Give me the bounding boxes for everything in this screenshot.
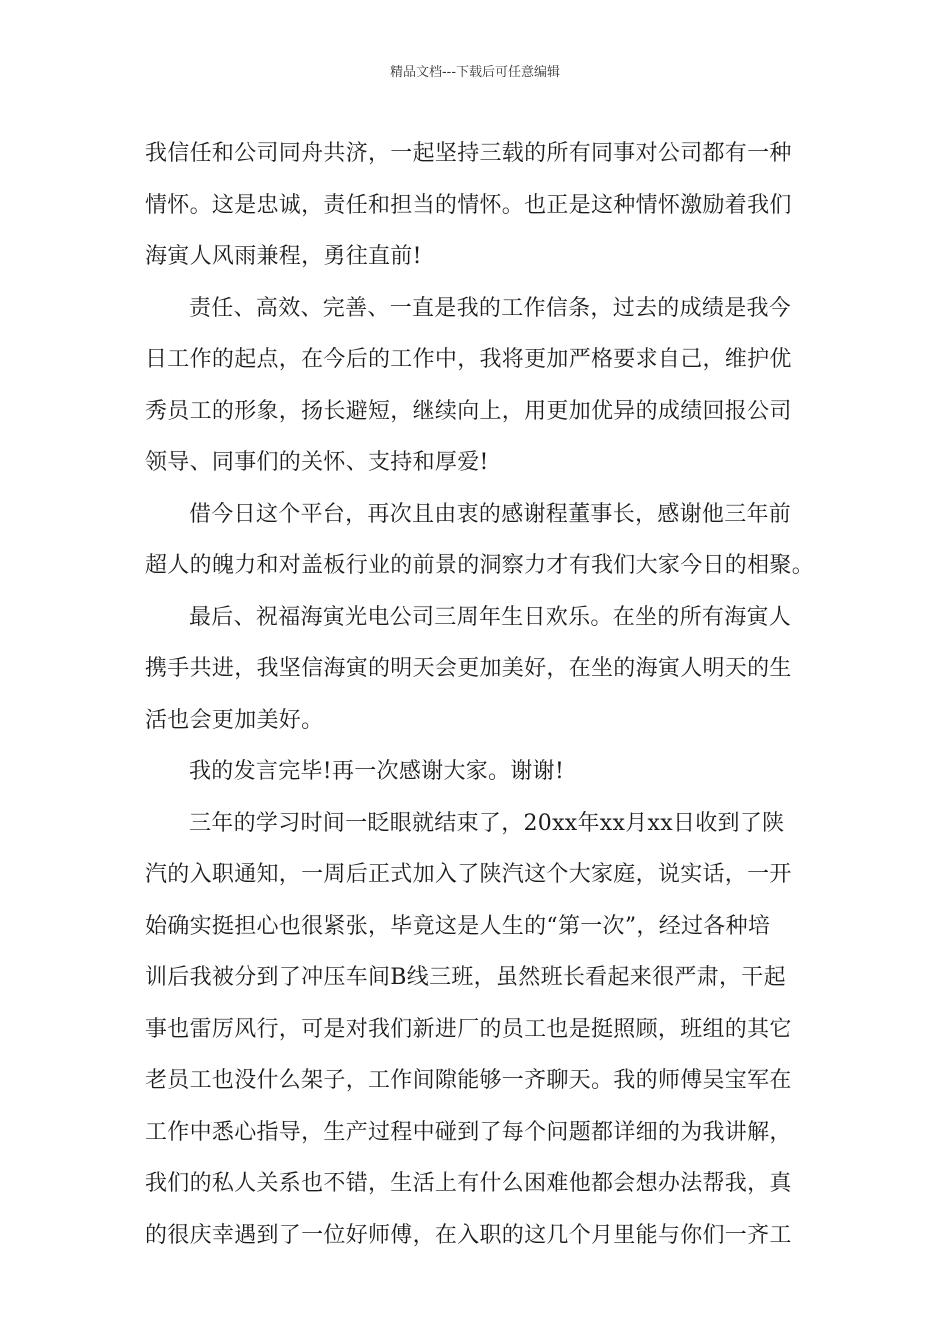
text-line: 超人的魄力和对盖板行业的前景的洞察力才有我们大家今日的相聚。	[145, 553, 815, 578]
text-line: 情怀。这是忠诚，责任和担当的情怀。也正是这种情怀激励着我们	[145, 192, 792, 218]
text-line: 三年的学习时间一眨眼就结束了，20xx年xx月xx日收到了陕	[189, 810, 785, 836]
text-line: 最后、祝福海寅光电公司三周年生日欢乐。在坐的所有海寅人	[189, 604, 792, 630]
page-header: 精品文档---下载后可任意编辑	[389, 65, 561, 80]
document-body	[145, 128, 815, 1261]
text-line: 秀员工的形象，扬长避短，继续向上，用更加优异的成绩回报公司	[145, 398, 792, 424]
text-line: 领导、同事们的关怀、支持和厚爱!	[145, 450, 489, 475]
text-line: 工作中悉心指导，生产过程中碰到了每个问题都详细的为我讲解，	[145, 1119, 792, 1145]
text-line: 海寅人风雨兼程，勇往直前!	[145, 244, 422, 269]
text-line: 汽的入职通知，一周后正式加入了陕汽这个大家庭，说实话，一开	[145, 862, 792, 887]
text-line: 我信任和公司同舟共济，一起坚持三载的所有同事对公司都有一种	[145, 141, 792, 166]
text-line: 责任、高效、完善、一直是我的工作信条，过去的成绩是我今	[189, 295, 792, 321]
text-line: 日工作的起点，在今后的工作中，我将更加严格要求自己，维护优	[145, 347, 792, 372]
text-line: 携手共进，我坚信海寅的明天会更加美好，在坐的海寅人明天的生	[145, 656, 792, 681]
text-line: 我的发言完毕!再一次感谢大家。谢谢!	[189, 759, 565, 784]
text-line: 活也会更加美好。	[145, 707, 324, 733]
text-line: 借今日这个平台，再次且由衷的感谢程董事长，感谢他三年前	[189, 501, 792, 527]
text-line: 始确实挺担心也很紧张，毕竟这是人生的“第一次”，经过各种培	[145, 913, 771, 939]
text-line: 我们的私人关系也不错，生活上有什么困难他都会想办法帮我，真	[145, 1171, 792, 1196]
text-line: 老员工也没什么架子，工作间隙能够一齐聊天。我的师傅吴宝军在	[145, 1068, 792, 1093]
text-line: 事也雷厉风行，可是对我们新进厂的员工也是挺照顾，班组的其它	[145, 1016, 792, 1042]
text-line: 的很庆幸遇到了一位好师傅，在入职的这几个月里能与你们一齐工	[145, 1222, 792, 1248]
text-line: 训后我被分到了冲压车间B线三班，虽然班长看起来很严肃，干起	[145, 965, 786, 990]
